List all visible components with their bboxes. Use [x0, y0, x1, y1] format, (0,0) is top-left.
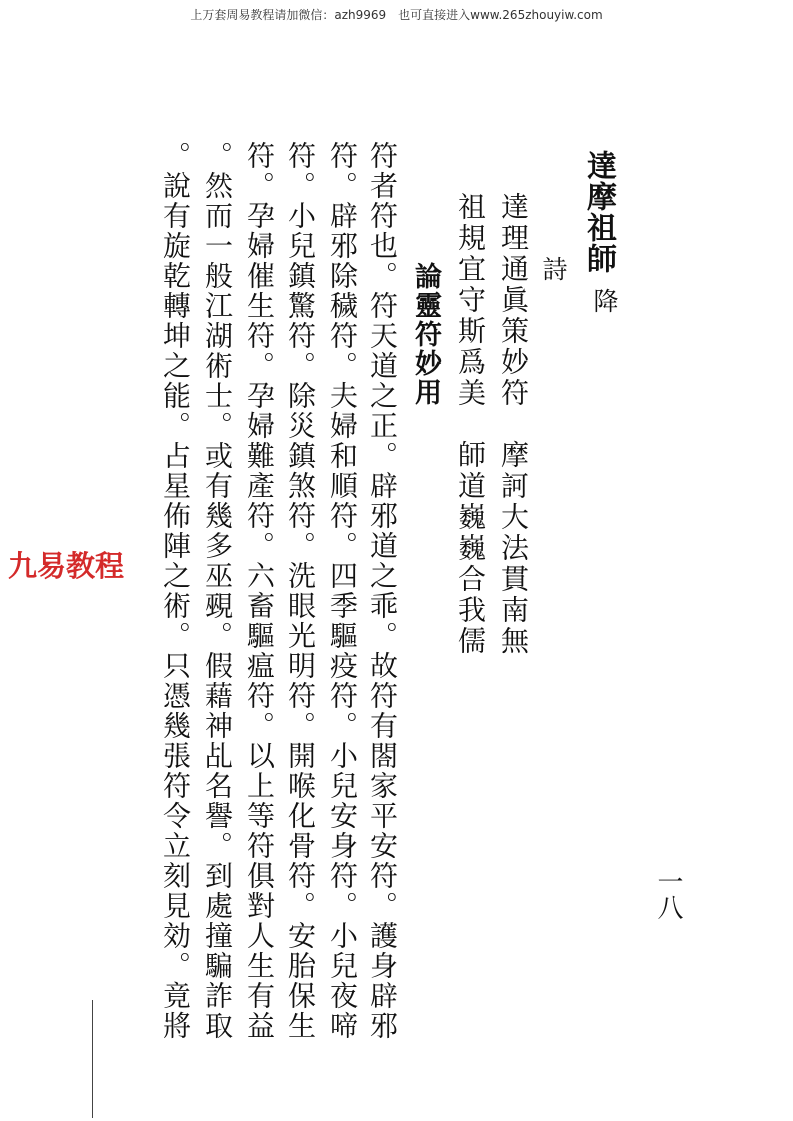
page-edge-rule: [92, 1000, 93, 1118]
heading-title: 達摩祖師: [581, 150, 616, 274]
heading-suffix: 降: [590, 288, 619, 313]
watermark-logo: 九易教程: [8, 549, 125, 583]
body-column-4: 符。孕婦催生符。孕婦難產符。六畜驅瘟符。以上等符俱對人生有益: [243, 141, 276, 1041]
body-column-5: 。然而一般江湖術士。或有幾多巫覡。假藉神乩名譽。到處撞騙詐取: [201, 141, 234, 1041]
page-number: 一八: [653, 868, 683, 920]
poem-line-1: 達理通眞策妙符 摩訶大法貫南無: [497, 192, 530, 657]
body-column-1: 符者符也。符天道之正。辟邪道之乖。故符有閤家平安符。護身辟邪: [366, 141, 399, 1041]
section-title: 論靈符妙用: [410, 262, 441, 407]
header-banner: 上万套周易教程请加微信：azh9969 也可直接进入www.265zhouyiw.com: [190, 8, 603, 22]
poem-line-2: 祖規宜守斯爲美 師道巍巍合我儒: [454, 192, 487, 657]
body-column-2: 符。辟邪除穢符。夫婦和順符。四季驅疫符。小兒安身符。小兒夜啼: [326, 141, 359, 1041]
body-column-6: 。說有旋乾轉坤之能。占星佈陣之術。只憑幾張符令立刻見効。竟將: [159, 141, 192, 1041]
poem-label: 詩: [539, 256, 568, 281]
body-column-3: 符。小兒鎮驚符。除災鎮煞符。洗眼光明符。開喉化骨符。安胎保生: [284, 141, 317, 1041]
